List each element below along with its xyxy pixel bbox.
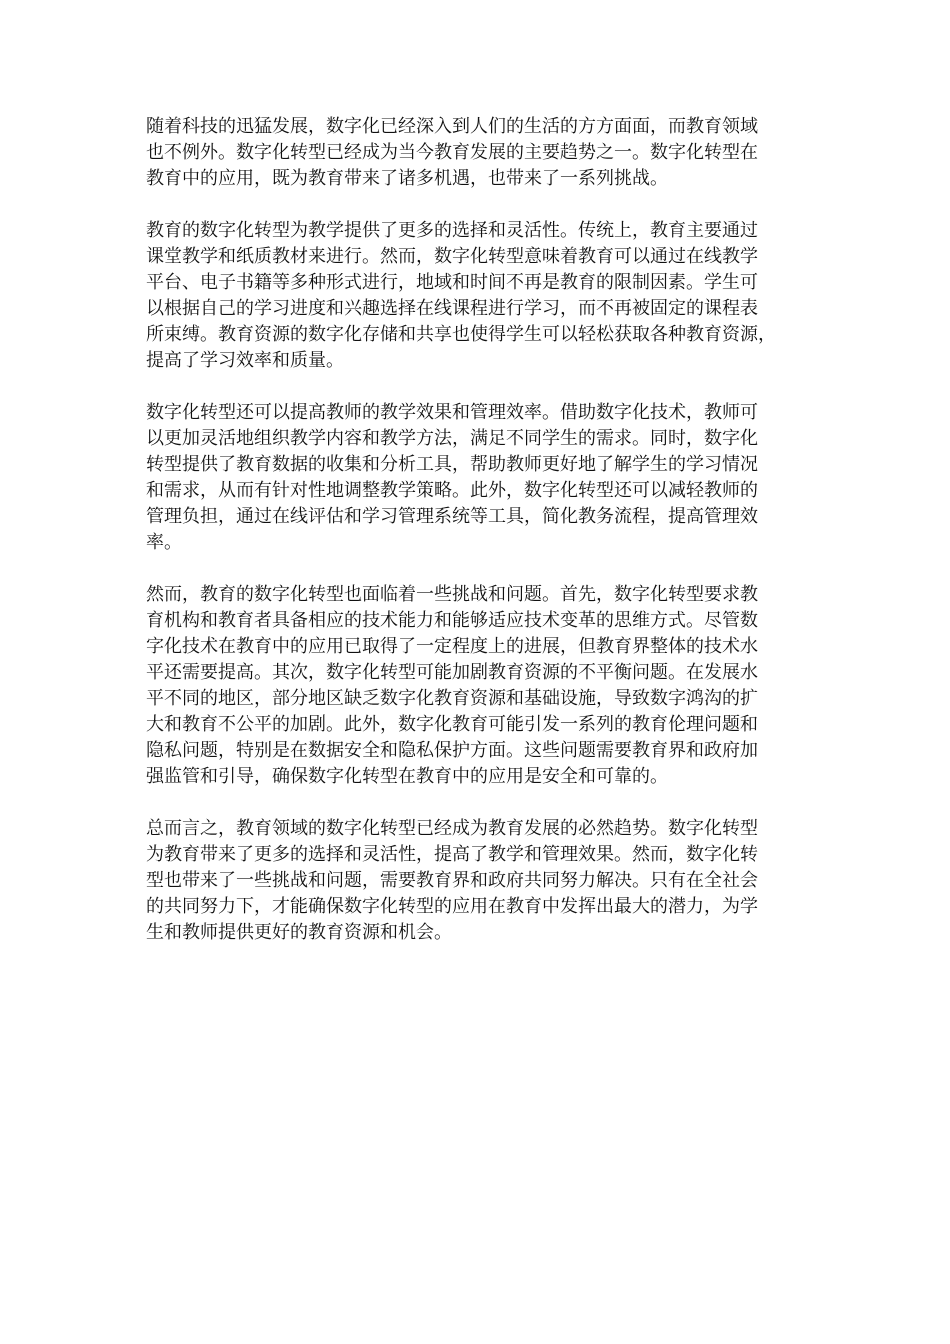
paragraph-line: 平不同的地区，部分地区缺乏数字化教育资源和基础设施，导致数字鸿沟的扩: [146, 688, 758, 709]
paragraph-line: 随着科技的迅猛发展，数字化已经深入到人们的生活的方方面面，而教育领域: [146, 116, 758, 137]
paragraph-line: 教育中的应用，既为教育带来了诸多机遇，也带来了一系列挑战。: [146, 168, 668, 189]
paragraph-2: [146, 218, 826, 374]
paragraph-line: 提高了学习效率和质量。: [146, 350, 344, 371]
paragraph-line: 总而言之，教育领域的数字化转型已经成为教育发展的必然趋势。数字化转型: [146, 818, 758, 839]
paragraph-line: 生和教师提供更好的教育资源和机会。: [146, 922, 452, 943]
paragraph-line: 然而，教育的数字化转型也面临着一些挑战和问题。首先，数字化转型要求教: [146, 584, 758, 605]
paragraph-line: 大和教育不公平的加剧。此外，数字化教育可能引发一系列的教育伦理问题和: [146, 714, 758, 735]
paragraph-line: 数字化转型还可以提高教师的教学效果和管理效率。借助数字化技术，教师可: [146, 402, 758, 423]
paragraph-line: 课堂教学和纸质教材来进行。然而，数字化转型意味着教育可以通过在线教学: [146, 246, 758, 267]
document-body: [146, 114, 826, 946]
paragraph-line: 以更加灵活地组织教学内容和教学方法，满足不同学生的需求。同时，数字化: [146, 428, 758, 449]
paragraph-line: 转型提供了教育数据的收集和分析工具，帮助教师更好地了解学生的学习情况: [146, 454, 758, 475]
paragraph-line: 隐私问题，特别是在数据安全和隐私保护方面。这些问题需要教育界和政府加: [146, 740, 758, 761]
paragraph-line: 为教育带来了更多的选择和灵活性，提高了教学和管理效果。然而，数字化转: [146, 844, 758, 865]
paragraph-line: 以根据自己的学习进度和兴趣选择在线课程进行学习，而不再被固定的课程表: [146, 298, 758, 319]
paragraph-line: 和需求，从而有针对性地调整教学策略。此外，数字化转型还可以减轻教师的: [146, 480, 758, 501]
paragraph-line: 强监管和引导，确保数字化转型在教育中的应用是安全和可靠的。: [146, 766, 668, 787]
paragraph-line: 育机构和教育者具备相应的技术能力和能够适应技术变革的思维方式。尽管数: [146, 610, 758, 631]
paragraph-line: 平台、电子书籍等多种形式进行，地域和时间不再是教育的限制因素。学生可: [146, 272, 758, 293]
paragraph-line: 率。: [146, 532, 182, 553]
paragraph-line: 教育的数字化转型为教学提供了更多的选择和灵活性。传统上，教育主要通过: [146, 220, 758, 241]
paragraph-line: 也不例外。数字化转型已经成为当今教育发展的主要趋势之一。数字化转型在: [146, 142, 758, 163]
paragraph-line: 所束缚。教育资源的数字化存储和共享也使得学生可以轻松获取各种教育资源，: [146, 324, 776, 345]
paragraph-5: [146, 816, 826, 946]
paragraph-line: 平还需要提高。其次，数字化转型可能加剧教育资源的不平衡问题。在发展水: [146, 662, 758, 683]
paragraph-1: [146, 114, 826, 192]
paragraph-line: 管理负担，通过在线评估和学习管理系统等工具，简化教务流程，提高管理效: [146, 506, 758, 527]
paragraph-line: 型也带来了一些挑战和问题，需要教育界和政府共同努力解决。只有在全社会: [146, 870, 758, 891]
paragraph-4: [146, 582, 826, 790]
paragraph-3: [146, 400, 826, 556]
paragraph-line: 字化技术在教育中的应用已取得了一定程度上的进展，但教育界整体的技术水: [146, 636, 758, 657]
paragraph-line: 的共同努力下，才能确保数字化转型的应用在教育中发挥出最大的潜力，为学: [146, 896, 758, 917]
